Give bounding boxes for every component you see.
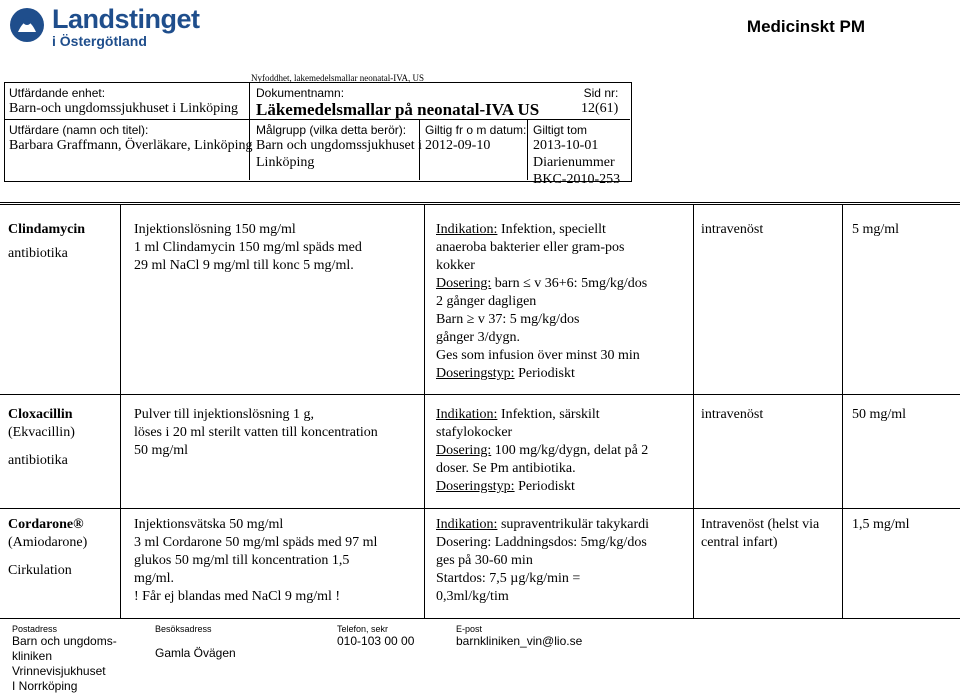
issuing-unit-label: Utfärdande enhet: xyxy=(9,86,106,100)
target-group-value-2: Linköping xyxy=(256,155,315,170)
drug-name: Cloxacillin xyxy=(8,407,73,422)
registration-number-value: BKC-2010-253 xyxy=(533,172,621,187)
visiting-address-label: Besöksadress xyxy=(155,624,212,634)
logo-region: i Östergötland xyxy=(52,33,147,49)
drug-name: Cordarone® xyxy=(8,517,84,532)
drug-concentration: 5 mg/ml xyxy=(852,222,900,237)
document-name-label: Dokumentnamn: xyxy=(256,86,345,100)
issuing-unit-value: Barn-och ungdomssjukhuset i Linköping xyxy=(9,101,239,116)
drug-category: Cirkulation xyxy=(8,563,72,578)
drug-indication-dosage: Indikation: Infektion, särskilt stafylokocker Dosering: 100 mg/kg/dygn, delat på 2 doser. Se Pm antibiotika. Doseringstyp: Periodiskt xyxy=(436,407,649,494)
page-footer xyxy=(0,621,960,693)
table-row xyxy=(8,406,75,470)
email-label: E-post xyxy=(456,624,483,634)
valid-from-label: Giltig fr o m datum: xyxy=(425,123,527,137)
drug-indication-dosage: Indikation: Infektion, speciellt anaeroba bakterier eller gram-pos kokker Dosering: barn ≤ v 36+6: 5mg/kg/dos 2 gånger dagligen Barn ≥ v 37: 5 mg/kg/dos gånger 3/dygn. Ges som infusion över minst 30 min Doseringstyp: Periodiskt xyxy=(436,222,648,381)
document-name-value: Läkemedelsmallar på neonatal-IVA US xyxy=(256,100,540,119)
drug-indication-dosage: Indikation: supraventrikulär takykardi Dosering: Laddningsdos: 5mg/kg/dos ges på 30-60 min Startdos: 7,5 µg/kg/min = 0,3ml/kg/tim xyxy=(436,517,650,604)
postal-address-label: Postadress xyxy=(12,624,58,634)
target-group-label: Målgrupp (vilka detta berör): xyxy=(256,123,407,137)
drug-name: Clindamycin xyxy=(8,222,86,237)
registration-number-label: Diarienummer xyxy=(533,155,615,170)
document-header-table xyxy=(4,82,632,187)
drug-category: antibiotika xyxy=(8,246,68,261)
drug-preparation: Injektionslösning 150 mg/ml 1 ml Clindamycin 150 mg/ml späds med 29 ml NaCl 9 mg/ml till konc 5 mg/ml. xyxy=(134,222,362,273)
page-number-value: 12(61) xyxy=(581,101,619,116)
drug-name-sub: (Ekvacillin) xyxy=(8,425,75,440)
drug-route: intravenöst xyxy=(701,222,764,237)
drug-preparation: Pulver till injektionslösning 1 g, löses i 20 ml sterilt vatten till koncentration 50 mg/ml xyxy=(134,407,378,458)
phone-value: 010-103 00 00 xyxy=(337,634,415,648)
drug-preparation: Injektionsvätska 50 mg/ml 3 ml Cordarone 50 mg/ml späds med 97 ml glukos 50 mg/ml till koncentration 1,5 mg/ml. ! Får ej blandas med NaCl 9 mg/ml ! xyxy=(134,517,378,604)
valid-from-value: 2012-09-10 xyxy=(425,138,491,153)
drug-name-sub: (Amiodarone) xyxy=(8,535,88,550)
drug-concentration: 1,5 mg/ml xyxy=(852,517,910,532)
page-number-label: Sid nr: xyxy=(583,86,619,100)
drug-route: intravenöst xyxy=(701,407,764,422)
drug-concentration: 50 mg/ml xyxy=(852,407,907,422)
email-value: barnkliniken_vin@lio.se xyxy=(456,634,583,648)
postal-address-value: Barn och ungdoms- kliniken Vrinnevisjukhuset I Norrköping xyxy=(12,634,117,693)
valid-until-label: Giltigt tom xyxy=(533,123,588,137)
table-row xyxy=(8,516,87,580)
header-caption: Nyfoddhet, lakemedelsmallar neonatal-IVA, US xyxy=(251,73,425,83)
target-group-value: Barn och ungdomssjukhuset i xyxy=(256,138,423,153)
organization-logo xyxy=(8,2,208,52)
drug-route: Intravenöst (helst via central infart) xyxy=(701,517,820,550)
drug-category: antibiotika xyxy=(8,453,68,468)
table-row xyxy=(8,221,85,263)
logo-name: Landstinget xyxy=(52,4,200,34)
phone-label: Telefon, sekr xyxy=(337,624,389,634)
author-label: Utfärdare (namn och titel): xyxy=(9,123,149,137)
visiting-address-value: Gamla Övägen xyxy=(155,646,236,660)
author-value: Barbara Graffmann, Överläkare, Linköping xyxy=(9,138,253,153)
landstinget-emblem-icon xyxy=(8,6,46,44)
document-type-title: Medicinskt PM xyxy=(746,17,865,36)
valid-until-value: 2013-10-01 xyxy=(533,138,599,153)
